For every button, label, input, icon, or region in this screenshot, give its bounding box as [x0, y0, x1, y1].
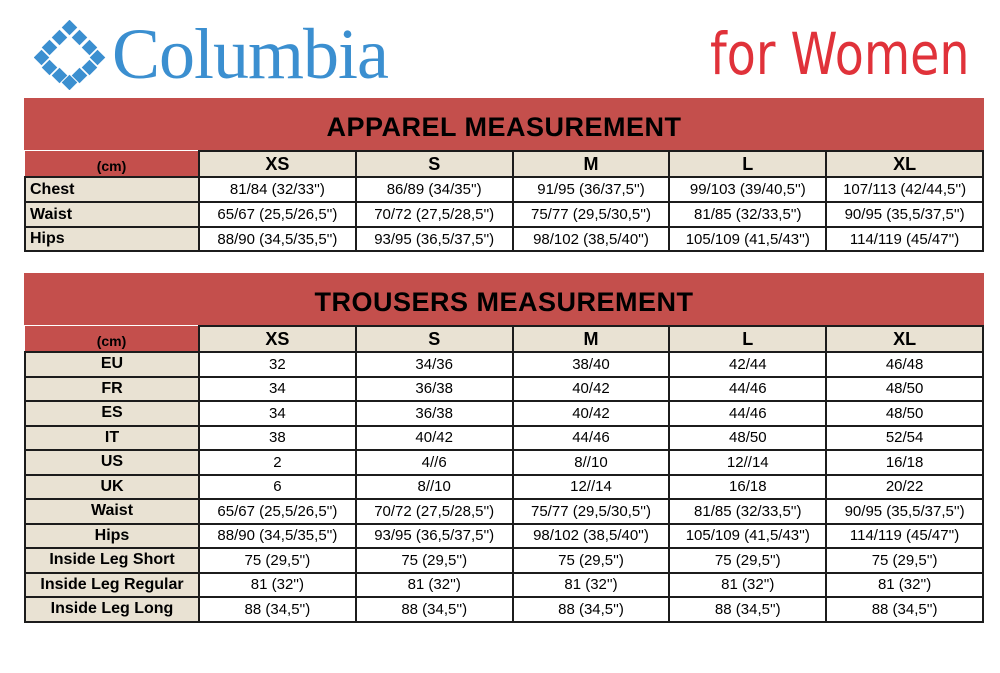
- table-cell: 65/67 (25,5/26,5''): [199, 499, 356, 524]
- table-cell: 88/90 (34,5/35,5''): [199, 227, 356, 251]
- table-cell: 16/18: [826, 450, 983, 475]
- table-cell: 16/18: [669, 475, 826, 500]
- row-label: FR: [25, 377, 199, 402]
- table-row: [25, 177, 983, 202]
- row-label: Inside Leg Short: [25, 548, 199, 573]
- table-cell: 81 (32''): [826, 573, 983, 598]
- row-label: Inside Leg Long: [25, 597, 199, 622]
- table-cell: 46/48: [826, 352, 983, 377]
- table-cell: 81 (32''): [669, 573, 826, 598]
- table-row: [25, 573, 983, 598]
- table-cell: 88 (34,5''): [513, 597, 670, 622]
- table-row: [25, 377, 983, 402]
- table-row: [25, 450, 983, 475]
- brand-logo: [34, 14, 414, 94]
- table-cell: 75 (29,5''): [513, 548, 670, 573]
- table-cell: 99/103 (39/40,5''): [669, 177, 826, 202]
- table-row: [25, 227, 983, 251]
- table-cell: 75 (29,5''): [356, 548, 513, 573]
- apparel-title: APPAREL MEASUREMENT: [24, 98, 984, 150]
- apparel-section: [24, 98, 984, 252]
- table-cell: 105/109 (41,5/43''): [669, 524, 826, 549]
- row-label: Waist: [25, 499, 199, 524]
- row-label: Waist: [25, 202, 199, 227]
- table-cell: 86/89 (34/35''): [356, 177, 513, 202]
- unit-label: (cm): [25, 326, 199, 352]
- table-cell: 88 (34,5''): [199, 597, 356, 622]
- table-row: [25, 426, 983, 451]
- table-cell: 4//6: [356, 450, 513, 475]
- table-cell: 42/44: [669, 352, 826, 377]
- table-row: [25, 524, 983, 549]
- table-row: [25, 499, 983, 524]
- row-label: IT: [25, 426, 199, 451]
- table-cell: 38: [199, 426, 356, 451]
- row-label: ES: [25, 401, 199, 426]
- table-cell: 93/95 (36,5/37,5''): [356, 524, 513, 549]
- table-cell: 20/22: [826, 475, 983, 500]
- table-cell: 38/40: [513, 352, 670, 377]
- tagline: for Women: [710, 20, 970, 88]
- row-label: US: [25, 450, 199, 475]
- table-cell: 81 (32''): [356, 573, 513, 598]
- table-cell: 88 (34,5''): [826, 597, 983, 622]
- size-header: XL: [826, 151, 983, 177]
- trousers-title: TROUSERS MEASUREMENT: [24, 273, 984, 325]
- table-cell: 81 (32''): [513, 573, 670, 598]
- table-cell: 48/50: [669, 426, 826, 451]
- table-cell: 70/72 (27,5/28,5''): [356, 499, 513, 524]
- table-cell: 34/36: [356, 352, 513, 377]
- table-cell: 44/46: [513, 426, 670, 451]
- table-cell: 81 (32''): [199, 573, 356, 598]
- size-header: S: [356, 326, 513, 352]
- unit-label: (cm): [25, 151, 199, 177]
- size-header: M: [513, 151, 670, 177]
- table-cell: 98/102 (38,5/40''): [513, 227, 670, 251]
- table-cell: 75 (29,5''): [669, 548, 826, 573]
- table-row: [25, 475, 983, 500]
- table-cell: 91/95 (36/37,5''): [513, 177, 670, 202]
- table-cell: 8//10: [513, 450, 670, 475]
- table-cell: 114/119 (45/47''): [826, 524, 983, 549]
- table-cell: 12//14: [513, 475, 670, 500]
- table-cell: 44/46: [669, 401, 826, 426]
- table-cell: 40/42: [513, 401, 670, 426]
- row-label: EU: [25, 352, 199, 377]
- table-cell: 105/109 (41,5/43''): [669, 227, 826, 251]
- table-cell: 88 (34,5''): [356, 597, 513, 622]
- row-label: UK: [25, 475, 199, 500]
- table-cell: 81/85 (32/33,5''): [669, 499, 826, 524]
- table-cell: 32: [199, 352, 356, 377]
- table-cell: 90/95 (35,5/37,5''): [826, 499, 983, 524]
- row-label: Hips: [25, 227, 199, 251]
- trousers-section: [24, 273, 984, 623]
- table-cell: 75 (29,5''): [199, 548, 356, 573]
- columbia-diamond-icon: [34, 20, 106, 90]
- size-header: L: [669, 151, 826, 177]
- size-header: XS: [199, 326, 356, 352]
- table-cell: 36/38: [356, 401, 513, 426]
- table-row: [25, 401, 983, 426]
- table-cell: 34: [199, 401, 356, 426]
- size-header: M: [513, 326, 670, 352]
- table-cell: 75/77 (29,5/30,5''): [513, 499, 670, 524]
- table-row: [25, 352, 983, 377]
- table-cell: 75/77 (29,5/30,5''): [513, 202, 670, 227]
- table-cell: 40/42: [513, 377, 670, 402]
- table-cell: 36/38: [356, 377, 513, 402]
- row-label: Inside Leg Regular: [25, 573, 199, 598]
- size-header: S: [356, 151, 513, 177]
- table-row: [25, 202, 983, 227]
- table-cell: 52/54: [826, 426, 983, 451]
- size-header: XS: [199, 151, 356, 177]
- table-row: [25, 548, 983, 573]
- table-cell: 107/113 (42/44,5''): [826, 177, 983, 202]
- apparel-table: [24, 150, 984, 252]
- table-cell: 98/102 (38,5/40''): [513, 524, 670, 549]
- row-label: Hips: [25, 524, 199, 549]
- table-cell: 40/42: [356, 426, 513, 451]
- table-cell: 70/72 (27,5/28,5''): [356, 202, 513, 227]
- table-cell: 81/85 (32/33,5''): [669, 202, 826, 227]
- table-row: [25, 597, 983, 622]
- table-cell: 8//10: [356, 475, 513, 500]
- table-cell: 88 (34,5''): [669, 597, 826, 622]
- table-cell: 93/95 (36,5/37,5''): [356, 227, 513, 251]
- table-cell: 65/67 (25,5/26,5''): [199, 202, 356, 227]
- table-cell: 34: [199, 377, 356, 402]
- trousers-table: [24, 325, 984, 623]
- table-cell: 6: [199, 475, 356, 500]
- table-cell: 48/50: [826, 401, 983, 426]
- brand-name: Columbia: [112, 14, 388, 94]
- table-cell: 81/84 (32/33''): [199, 177, 356, 202]
- table-cell: 48/50: [826, 377, 983, 402]
- table-cell: 90/95 (35,5/37,5''): [826, 202, 983, 227]
- table-cell: 44/46: [669, 377, 826, 402]
- table-cell: 75 (29,5''): [826, 548, 983, 573]
- table-cell: 88/90 (34,5/35,5''): [199, 524, 356, 549]
- table-cell: 2: [199, 450, 356, 475]
- row-label: Chest: [25, 177, 199, 202]
- table-cell: 114/119 (45/47''): [826, 227, 983, 251]
- table-cell: 12//14: [669, 450, 826, 475]
- size-header: XL: [826, 326, 983, 352]
- size-header: L: [669, 326, 826, 352]
